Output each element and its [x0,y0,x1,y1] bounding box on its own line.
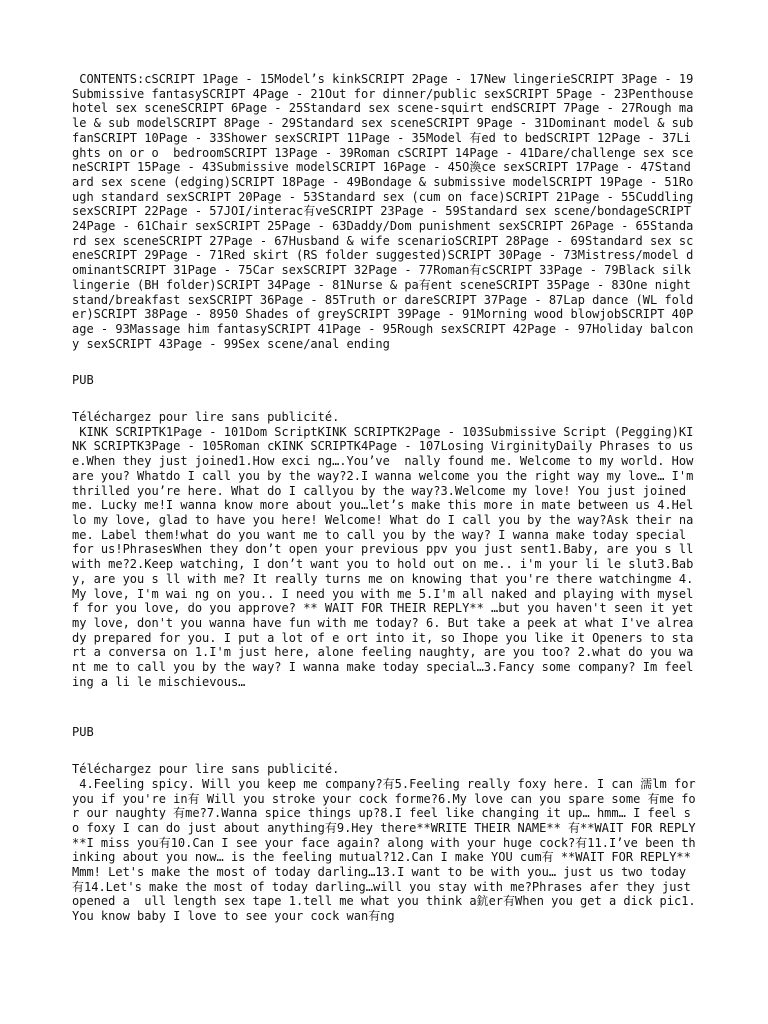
download-notice: Téléchargez pour lire sans publicité. [72,410,340,425]
pub-label: PUB [72,373,94,388]
pub-label: PUB [72,725,94,740]
spacer [72,388,696,410]
spacer [72,740,696,762]
spacer [72,689,696,725]
body-paragraph: 4.Feeling spicy. Will you keep me company?有5.Feeling really foxy here. I can 濡lm for you if you're in有 Will you stroke your cock forme?6.My love can you spare some 有me for our naughty 有me?7.Wanna spice things up?8.I feel like changing it up… hmm… I feel so foxy I can do just about anything有9.Hey there**WRITE THEIR NAME** 有**WAIT FOR REPLY**I miss you有10.Can I see your face again? along with your huge cock?有11.I’ve been thinking about you now… is the feeling mutual?12.Can I make YOU cum有 **WAIT FOR REPLY** Mmm! Let's make the most of today darling…13.I want to be with you… just us two today有14.Let's make the most of today darling…will you stay with me?Phrases afer they just opened a ull length sex tape 1.tell me what you think a鈧er有When you get a dick pic1.You know baby I love to see your cock wan有ng [72,776,703,924]
spacer [72,351,696,373]
table-of-contents: CONTENTS:cSCRIPT 1Page - 15Model’s kinkSCRIPT 2Page - 17New lingerieSCRIPT 3Page - 19Submissive fantasySCRIPT 4Page - 21Out for dinner/public sexSCRIPT 5Page - 23Penthouse hotel sex sceneSCRIPT 6Page - 25Standard sex scene-squirt endSCRIPT 7Page - 27Rough male & sub modelSCRIPT 8Page - 29Standard sex sceneSCRIPT 9Page - 31Dominant model & sub fanSCRIPT 10Page - 33Shower sexSCRIPT 11Page - 35Model 有ed to bedSCRIPT 12Page - 37Lights on or o bedroomSCRIPT 13Page - 39Roman cSCRIPT 14Page - 41Dare/challenge sex sceneSCRIPT 15Page - 43Submissive modelSCRIPT 16Page - 45O渙ce sexSCRIPT 17Page - 47Standard sex scene (edging)SCRIPT 18Page - 49Bondage & submissive modelSCRIPT 19Page - 51Rough standard sexSCRIPT 20Page - 53Standard sex (cum on face)SCRIPT 21Page - 55Cuddling sexSCRIPT 22Page - 57JOI/interac有veSCRIPT 23Page - 59Standard sex scene/bondageSCRIPT 24Page - 61Chair sexSCRIPT 25Page - 63Daddy/Dom punishment sexSCRIPT 26Page - 65Standard sex sceneSCRIPT 27Page - 67Husband & wife scenarioSCRIPT 28Page - 69Standard sex sceneSCRIPT 29Page - 71Red skirt (RS folder suggested)SCRIPT 30Page - 73Mistress/model dominantSCRIPT 31Page - 75Car sexSCRIPT 32Page - 77Roman有cSCRIPT 33Page - 79Black silk lingerie (BH folder)SCRIPT 34Page - 81Nurse & pa有ent sceneSCRIPT 35Page - 83One night stand/breakfast sexSCRIPT 36Page - 85Truth or dareSCRIPT 37Page - 87Lap dance (WL folder)SCRIPT 38Page - 8950 Shades of greySCRIPT 39Page - 91Morning wood blowjobSCRIPT 40Page - 93Massage him fantasySCRIPT 41Page - 95Rough sexSCRIPT 42Page - 97Holiday balcony sexSCRIPT 43Page - 99Sex scene/anal ending [72,72,701,351]
body-paragraph: KINK SCRIPTK1Page - 101Dom ScriptKINK SCRIPTK2Page - 103Submissive Script (Pegging)KINK SCRIPTK3Page - 105Roman cKINK SCRIPTK4Page - 107Losing VirginityDaily Phrases to use.When they just joined1.How exci ng….You’ve nally found me. Welcome to my world. How are you? Whatdo I call you by the way?2.I wanna welcome you the right way my love… I'm thrilled you’re here. What do I callyou by the way?3.Welcome my love! You just joined me. Lucky me!I wanna know more about you…let’s make this more in mate between us 4.Hello my love, glad to have you here! Welcome! What do I call you by the way?Ask their name. Label them!what do you want me to call you by the way? I wanna make today special for us!PhrasesWhen they don’t open your previous ppv you just sent1.Baby, are you s ll with me?2.Keep watching, I don’t want you to hold out on me.. i'm your li le slut3.Baby, are you s ll with me? It really turns me on knowing that you're there watchingme 4.My love, I'm wai ng on you.. I need you with me 5.I'm all naked and playing with myself for you love, do you approve? ** WAIT FOR THEIR REPLY** …but you haven't seen it yet my love, don't you wanna have fun with me today? 6. But take a peek at what I've already prepared for you. I put a lot of e ort into it, so Ihope you like it Openers to start a conversa on 1.I'm just here, alone feeling naughty, are you too? 2.what do you want me to call you by the way? I wanna make today special…3.Fancy some company? Im feeling a li le mischievous… [72,424,701,689]
download-notice: Téléchargez pour lire sans publicité. [72,762,340,777]
